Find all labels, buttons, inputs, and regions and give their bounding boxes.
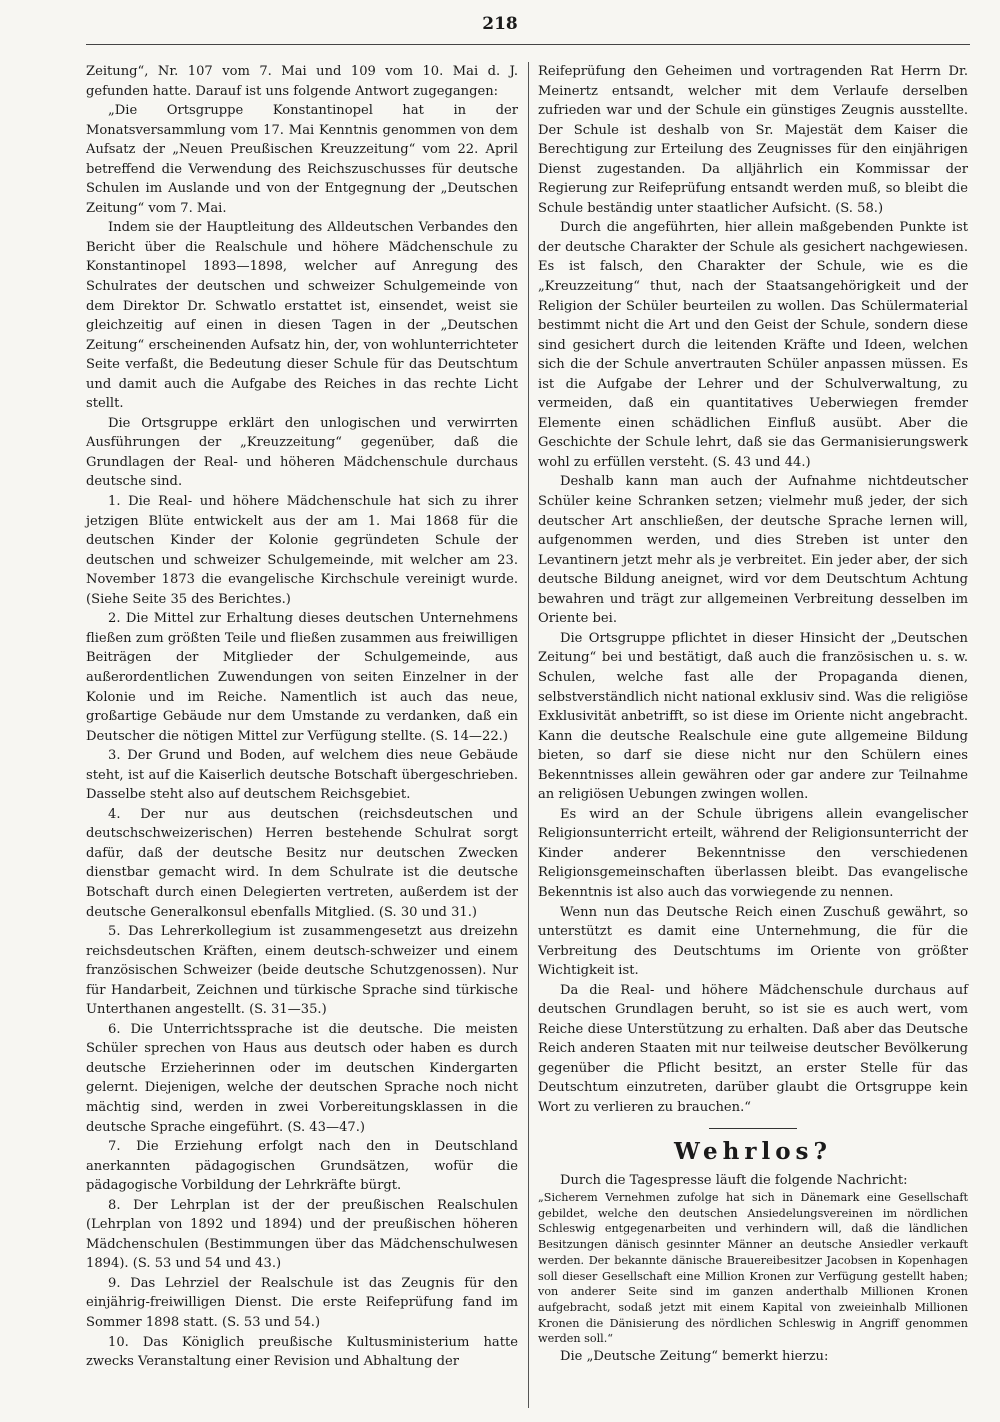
paragraph: „Die Ortsgruppe Konstantinopel hat in der Monatsversammlung vom 17. Mai Kenntnis genommen von dem Aufsatz der „Neuen Preußischen Kreuzzeitung“ vom 22. April betreffend die Verwendung des Reichszuschusses für deutsche Schulen im Auslande und von der Entgegnung der „Deutschen Zeitung“ vom 7. Mai. <box>86 103 518 216</box>
quoted-paragraph: „Sicherem Vernehmen zufolge hat sich in Dänemark eine Gesellschaft gebildet, welche den deutschen Ansiedelungsvereinen im nördlichen Schleswig entgegenarbeiten und verhindern will, daß die ländlichen Besitzungen dänisch gesinnter Männer an deutsche Ansiedler verkauft werden. Der bekannte dänische Brauereibesitzer Jacobsen in Kopenhagen soll dieser Gesellschaft eine Million Kronen zur Verfügung gestellt haben; von anderer Seite sind im ganzen anderthalb Millionen Kronen aufgebracht, sodaß jetzt mit einem Kapital von zweieinhalb Millionen Kronen die Dänisierung des nördlichen Schleswig in Angriff genommen werden soll.“ <box>538 1191 968 1346</box>
paragraph: Indem sie der Hauptleitung des Alldeutschen Verbandes den Bericht über die Realschule und höhere Mädchenschule zu Konstantinopel 1893—1898, welcher auf Anregung des Schulrates der deutschen und schweizer Schulgemeinde von dem Direktor Dr. Schwatlo erstattet ist, einsendet, weist sie gleichzeitig auf einen in diesen Tagen in der „Deutschen Zeitung“ erscheinenden Aufsatz hin, der, von wohlunterrichteter Seite verfaßt, die Bedeutung dieser Schule für das Deutschtum und damit auch die Aufgabe des Reiches in das rechte Licht stellt. <box>86 220 518 412</box>
section-intro: Durch die Tagespresse läuft die folgende Nachricht: <box>560 1172 908 1188</box>
paragraph: Zeitung“, Nr. 107 vom 7. Mai und 109 vom 10. Mai d. J. gefunden hatte. Darauf ist uns folgende Antwort zugegangen: <box>86 64 518 99</box>
paragraph: 1. Die Real- und höhere Mädchenschule hat sich zu ihrer jetzigen Blüte entwickelt aus der am 1. Mai 1868 für die deutschen Kinder der Kolonie gegründeten Schule der deutschen und schweizer Schulgemeinde, mit welcher am 23. November 1873 die evangelische Kirchschule vereinigt wurde. (Siehe Seite 35 des Berichtes.) <box>86 494 518 607</box>
paragraph: 6. Die Unterrichtssprache ist die deutsche. Die meisten Schüler sprechen von Haus aus deutsch oder haben es durch deutsche Erzieherinnen oder im deutschen Kindergarten gelernt. Diejenigen, welche der deutschen Sprache noch nicht mächtig sind, werden in zwei Vorbereitungsklassen in die deutsche Sprache eingeführt. (S. 43—47.) <box>86 1021 518 1135</box>
quoted-news <box>538 1190 968 1347</box>
paragraph: Da die Real- und höhere Mädchenschule durchaus auf deutschen Grundlagen beruht, so ist sie es auch wert, vom Reiche diese Unterstützung zu erhalten. Daß aber das Deutsche Reich anderen Staaten mit nur teilweise deutscher Bevölkerung gegenüber die Pflicht besitzt, an erster Stelle für das Deutschtum einzutreten, darüber glaubt die Ortsgruppe kein Wort zu verlieren zu brauchen.“ <box>538 982 968 1115</box>
paragraph: Die Ortsgruppe erklärt den unlogischen und verwirrten Ausführungen der „Kreuzzeitung“ gegenüber, daß die Grundlagen der Real- und höheren Mädchenschule durchaus deutsche sind. <box>86 415 518 490</box>
paragraph: Durch die angeführten, hier allein maßgebenden Punkte ist der deutsche Charakter der Schule als gesichert nachgewiesen. Es ist falsch, den Charakter der Schule, wie es die „Kreuzzeitung“ thut, nach der Staatsangehörigkeit und der Religion der Schüler beurteilen zu wollen. Das Schülermaterial bestimmt nicht die Art und den Geist der Schule, sondern diese sind gesichert durch die leitenden Kräfte und Ideen, welchen sich die der Schule anvertrauten Schüler anpassen müssen. Es ist die Aufgabe der Lehrer und der Schulverwaltung, zu vermeiden, daß ein quantitatives Ueberwiegen fremder Elemente einen schädlichen Einfluß ausübt. Aber die Geschichte der Schule lehrt, daß sie das Germanisierungswerk wohl zu erfüllen versteht. (S. 43 und 44.) <box>538 220 968 470</box>
column-divider <box>528 62 529 1408</box>
paragraph: 9. Das Lehrziel der Realschule ist das Zeugnis für den einjährig-freiwilligen Dienst. Die erste Reifeprüfung fand im Sommer 1898 statt. (S. 53 und 54.) <box>86 1275 518 1330</box>
paragraph: Die Ortsgruppe pflichtet in dieser Hinsicht der „Deutschen Zeitung“ bei und bestätigt, daß auch die französischen u. s. w. Schulen, welche fast alle der Propaganda dienen, selbstverständlich nicht national exklusiv sind. Was die religiöse Exklusivität anbetrifft, so ist diese im Oriente nicht angebracht. Kann die deutsche Realschule eine gute allgemeine Bildung bieten, so darf sie diese nicht nur den Schülern eines Bekenntnisses allein gewähren oder gar andere zur Teilnahme an religiösen Uebungen zwingen wollen. <box>538 630 968 803</box>
section-headline: Wehrlos? <box>674 1137 832 1165</box>
paragraph: Wenn nun das Deutsche Reich einen Zuschuß gewährt, so unterstützt es damit eine Unternehmung, die für die Verbreitung des Deutschtums im Oriente von größter Wichtigkeit ist. <box>538 904 968 979</box>
header-rule <box>86 44 970 45</box>
section-divider <box>709 1128 797 1129</box>
paragraph: 5. Das Lehrerkollegium ist zusammengesetzt aus dreizehn reichsdeutschen Kräften, einem deutsch-schweizer und einem französischen Schweizer (beide deutsche Schutzgenossen). Nur für Handarbeit, Zeichnen und türkische Sprache sind türkische Unterthanen angestellt. (S. 31—35.) <box>86 924 518 1018</box>
paragraph: 8. Der Lehrplan ist der der preußischen Realschulen (Lehrplan von 1892 und 1894) und der preußischen höheren Mädchenschulen (Bestimmungen über das Mädchenschulwesen 1894). (S. 53 und 54 und 43.) <box>86 1197 518 1272</box>
paragraph: 2. Die Mittel zur Erhaltung dieses deutschen Unternehmens fließen zum größten Teile und fließen zusammen aus freiwilligen Beiträgen der Mitglieder der Schulgemeinde, aus außerordentlichen Zuwendungen von seiten Einzelner in der Kolonie und im Reiche. Namentlich ist auch das neue, großartige Gebäude nur dem Umstande zu verdanken, daß ein Deutscher die nötigen Mittel zur Verfügung stellte. (S. 14—22.) <box>86 611 518 744</box>
paragraph: 10. Das Königlich preußische Kultusministerium hatte zwecks Veranstaltung einer Revision und Abhaltung der <box>86 1334 518 1370</box>
paragraph: 4. Der nur aus deutschen (reichsdeutschen und deutschschweizerischen) Herren bestehende Schulrat sorgt dafür, daß der deutsche Besitz nur deutschen Zwecken dienstbar gemacht wird. In dem Schulrate ist die deutsche Botschaft durch einen Delegierten vertreten, außerdem ist der deutsche Generalkonsul ebenfalls Mitglied. (S. 30 und 31.) <box>86 806 518 920</box>
right-column <box>538 62 968 1367</box>
paragraph: 3. Der Grund und Boden, auf welchem dies neue Gebäude steht, ist auf die Kaiserlich deutsche Botschaft übergeschrieben. Dasselbe steht also auf deutschem Reichsgebiet. <box>86 748 518 803</box>
page-number: 218 <box>482 14 518 34</box>
paragraph: 7. Die Erziehung erfolgt nach den in Deutschland anerkannten pädagogischen Grundsätzen, wofür die pädagogische Vorbildung der Lehrkräfte bürgt. <box>86 1139 518 1194</box>
paragraph: Deshalb kann man auch der Aufnahme nichtdeutscher Schüler keine Schranken setzen; vielmehr muß jeder, der sich deutscher Art anschließen, der deutsche Sprache lernen will, aufgenommen werden, und dies Streben ist unter den Levantinern jetzt mehr als je verbreitet. Ein jeder aber, der sich deutsche Bildung aneignet, wird vor dem Deutschtum Achtung bewahren und trägt zur allgemeinen Verbreitung desselben im Oriente bei. <box>538 474 968 627</box>
paragraph: Es wird an der Schule übrigens allein evangelischer Religionsunterricht erteilt, während der Religionsunterricht der Kinder anderer Bekenntnisse den verschiedenen Religionsgemeinschaften überlassen bleibt. Das evangelische Bekenntnis ist also auch das vorwiegende zu nennen. <box>538 806 968 900</box>
section-closing: Die „Deutsche Zeitung“ bemerkt hierzu: <box>560 1349 829 1365</box>
left-column <box>86 62 518 1372</box>
paragraph: Reifeprüfung den Geheimen und vortragenden Rat Herrn Dr. Meinertz entsandt, welcher mit dem Verlaufe derselben zufrieden war und der Schule ein günstiges Zeugnis ausstellte. Der Schule ist deshalb von Sr. Majestät dem Kaiser die Berechtigung zur Erteilung des Zeugnisses für den einjährigen Dienst zugestanden. Da alljährlich ein Kommissar der Regierung zur Reifeprüfung entsandt werden muß, so bleibt die Schule beständig unter staatlicher Aufsicht. (S. 58.) <box>538 64 968 216</box>
